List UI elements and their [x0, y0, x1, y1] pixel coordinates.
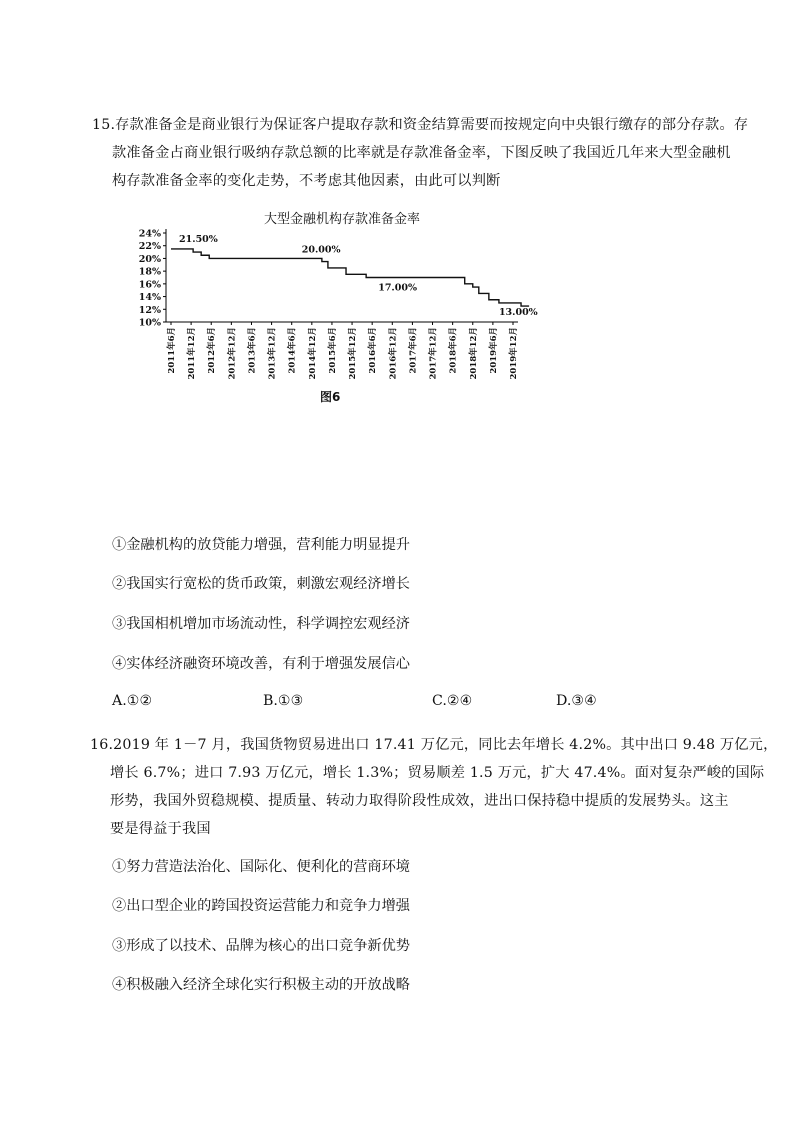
y-tick-label: 14% — [138, 292, 161, 304]
y-tick-label: 24% — [138, 228, 161, 240]
x-tick-label: 2012年12月 — [227, 327, 238, 380]
x-tick-label: 2017年6月 — [408, 327, 419, 374]
x-tick-label: 2011年6月 — [167, 327, 177, 374]
q15-option-3: ③我国相机增加市场流动性，科学调控宏观经济 — [112, 616, 410, 632]
reserve-ratio-line — [171, 249, 529, 306]
figure-caption: 图6 — [320, 390, 341, 404]
x-tick-label: 2016年6月 — [368, 327, 379, 374]
q15-line-2: 款准备金占商业银行吸纳存款总额的比率就是存款准备金率，下图反映了我国近几年来大型金融机 — [112, 145, 731, 161]
q16-line-4: 要是得益于我国 — [110, 821, 211, 837]
q16-option-1: ①努力营造法治化、国际化、便利化的营商环境 — [112, 859, 410, 875]
q15-choice-c: C.②④ — [432, 693, 473, 709]
x-tick-label: 2014年12月 — [307, 327, 318, 380]
y-tick-label: 12% — [138, 304, 161, 316]
q15-option-1: ①金融机构的放贷能力增强，营利能力明显提升 — [112, 537, 410, 553]
y-tick-label: 16% — [138, 279, 161, 291]
x-tick-label: 2013年6月 — [247, 327, 258, 374]
q15-choice-d: D.③④ — [556, 693, 597, 709]
question-16-stem — [90, 731, 777, 843]
y-tick-label: 18% — [138, 266, 161, 278]
chart-title: 大型金融机构存款准备金率 — [263, 212, 421, 227]
x-tick-label: 2014年6月 — [287, 327, 298, 374]
y-tick-label: 22% — [138, 241, 161, 253]
data-label: 21.50% — [179, 233, 218, 245]
q15-option-2: ②我国实行宽松的货币政策，刺激宏观经济增长 — [112, 576, 410, 592]
y-tick-label: 10% — [138, 317, 161, 329]
q16-line-2: 增长 6.7%；进口 7.93 万亿元，增长 1.3%；贸易顺差 1.5 万元，扩大 47.4%。面对复杂严峻的国际 — [110, 765, 765, 781]
x-tick-label: 2018年6月 — [448, 327, 459, 374]
q16-option-3: ③形成了以技术、品牌为核心的出口竞争新优势 — [112, 938, 410, 954]
x-tick-label: 2012年6月 — [207, 327, 218, 374]
q15-choice-a: A.①② — [112, 693, 153, 709]
x-tick-label: 2016年12月 — [388, 327, 399, 380]
x-tick-label: 2019年12月 — [509, 327, 519, 380]
x-tick-label: 2018年12月 — [468, 327, 479, 380]
q15-choice-b: B.①③ — [263, 693, 304, 709]
data-label: 13.00% — [498, 306, 538, 318]
question-15-stem — [92, 111, 748, 195]
x-tick-label: 2011年12月 — [187, 327, 198, 380]
x-tick-label: 2013年12月 — [267, 327, 278, 380]
q15-option-4: ④实体经济融资环境改善，有利于增强发展信心 — [112, 656, 410, 672]
data-label: 20.00% — [301, 244, 341, 256]
q15-line-1: 15.存款准备金是商业银行为保证客户提取存款和资金结算需要而按规定向中央银行缴存的部分存款。存 — [92, 117, 749, 133]
x-tick-label: 2019年6月 — [488, 327, 499, 374]
q16-line-1: 16.2019 年 1－7 月，我国货物贸易进出口 17.41 万亿元，同比去年增长 4.2%。其中出口 9.48 万亿元， — [90, 737, 778, 753]
x-tick-label: 2017年12月 — [428, 327, 439, 380]
x-tick-label: 2015年6月 — [327, 327, 338, 374]
reserve-ratio-chart — [130, 207, 538, 387]
y-tick-label: 20% — [138, 253, 161, 265]
x-tick-label: 2015年12月 — [348, 327, 359, 380]
q16-line-3: 形势，我国外贸稳规模、提质量、转动力取得阶段性成效，进出口保持稳中提质的发展势头。这主 — [110, 793, 729, 809]
q16-option-2: ②出口型企业的跨国投资运营能力和竞争力增强 — [112, 898, 410, 914]
data-label: 17.00% — [378, 282, 417, 294]
q16-option-4: ④积极融入经济全球化实行积极主动的开放战略 — [112, 977, 410, 993]
q15-line-3: 构存款准备金率的变化走势，不考虑其他因素，由此可以判断 — [112, 173, 501, 189]
